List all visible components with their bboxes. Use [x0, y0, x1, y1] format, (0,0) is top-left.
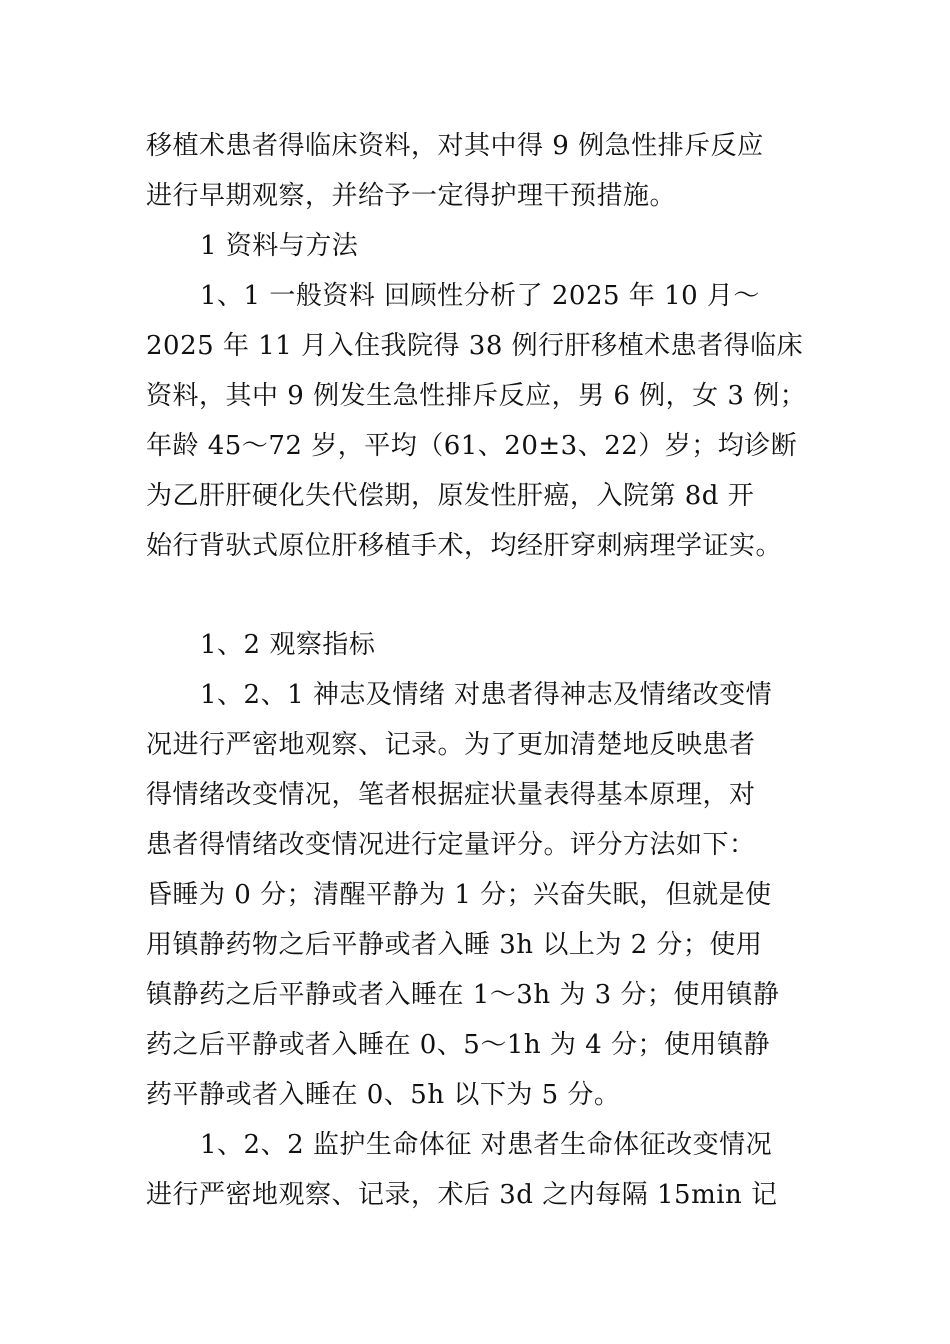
mood-scoring-text-line: 得情绪改变情况，笔者根据症状量表得基本原理，对	[146, 780, 756, 810]
general-data-text-line: 始行背驮式原位肝移植手术，均经肝穿刺病理学证实。	[146, 531, 783, 561]
vital-signs-text-line: 进行严密地观察、记录，术后 3d 之内每隔 15min 记	[146, 1180, 778, 1210]
vital-signs-text-line: 1、2、2 监护生命体征 对患者生命体征改变情况	[200, 1130, 773, 1160]
mood-scoring-text-line: 用镇静药物之后平静或者入睡 3h 以上为 2 分；使用	[146, 930, 763, 960]
mood-scoring-text-line: 患者得情绪改变情况进行定量评分。评分方法如下：	[146, 830, 756, 860]
mood-scoring-text-line: 况进行严密地观察、记录。为了更加清楚地反映患者	[146, 730, 756, 760]
mood-scoring-text-line: 1、2、1 神志及情绪 对患者得神志及情绪改变情	[200, 680, 773, 710]
mood-scoring-text-line: 昏睡为 0 分；清醒平静为 1 分；兴奋失眠，但就是使	[146, 880, 772, 910]
general-data-text-line: 为乙肝肝硬化失代偿期，原发性肝癌，入院第 8d 开	[146, 481, 755, 511]
general-data-text-line: 资料，其中 9 例发生急性排斥反应，男 6 例，女 3 例；	[146, 381, 807, 411]
intro-text-line: 移植术患者得临床资料，对其中得 9 例急性排斥反应	[146, 131, 764, 161]
mood-scoring-text-line: 药平静或者入睡在 0、5h 以下为 5 分。	[146, 1080, 621, 1110]
intro-text-line: 进行早期观察，并给予一定得护理干预措施。	[146, 181, 677, 211]
section-heading: 1 资料与方法	[200, 231, 359, 261]
general-data-text-line: 年龄 45～72 岁，平均（61、20±3、22）岁；均诊断	[146, 431, 798, 461]
subsection-heading: 1、2 观察指标	[200, 630, 376, 660]
mood-scoring-text-line: 药之后平静或者入睡在 0、5～1h 为 4 分；使用镇静	[146, 1030, 770, 1060]
general-data-text-line: 2025 年 11 月入住我院得 38 例行肝移植术患者得临床	[146, 331, 804, 361]
general-data-text-line: 1、1 一般资料 回顾性分析了 2025 年 10 月～	[200, 281, 760, 311]
mood-scoring-text-line: 镇静药之后平静或者入睡在 1～3h 为 3 分；使用镇静	[146, 980, 780, 1010]
